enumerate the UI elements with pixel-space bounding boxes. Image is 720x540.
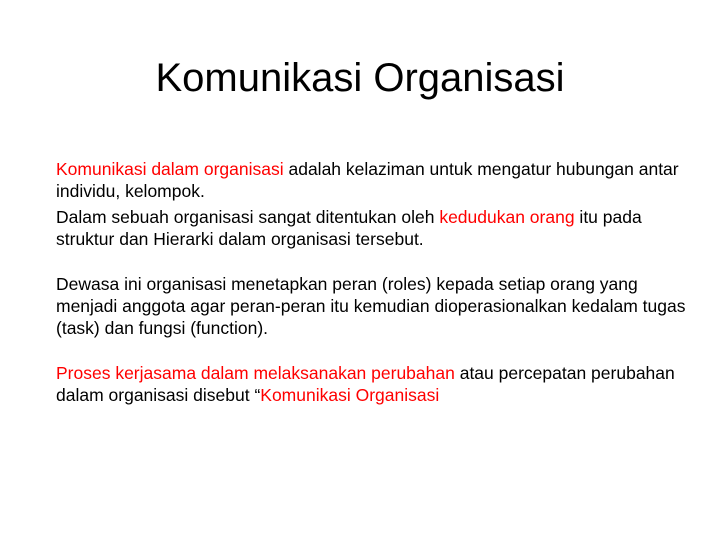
slide-body (56, 158, 686, 406)
highlight-kedudukan-orang: kedudukan orang (439, 207, 575, 227)
paragraph-1 (56, 158, 686, 202)
paragraph-2-text-before: Dalam sebuah organisasi sangat ditentukan oleh (56, 207, 440, 227)
slide-title: Komunikasi Organisasi (155, 56, 565, 100)
paragraph-4 (56, 362, 686, 406)
highlight-proses-kerjasama: Proses kerjasama dalam melaksanakan perubahan (56, 363, 455, 383)
paragraph-2 (56, 206, 686, 250)
paragraph-2-text-after: itu pada struktur dan Hierarki dalam organisasi tersebut. (56, 207, 642, 249)
paragraph-4-text: atau percepatan perubahan dalam organisasi disebut “ (56, 363, 675, 405)
highlight-komunikasi-dalam-organisasi: Komunikasi dalam organisasi (56, 159, 284, 179)
highlight-komunikasi-organisasi: Komunikasi Organisasi (260, 385, 440, 405)
paragraph-1-text: adalah kelaziman untuk mengatur hubungan antar individu, kelompok. (56, 159, 679, 201)
paragraph-3: Dewasa ini organisasi menetapkan peran (roles) kepada setiap orang yang menjadi anggota agar peran-peran itu kemudian dioperasionalkan kedalam tugas (task) dan fungsi (function). (56, 274, 686, 338)
